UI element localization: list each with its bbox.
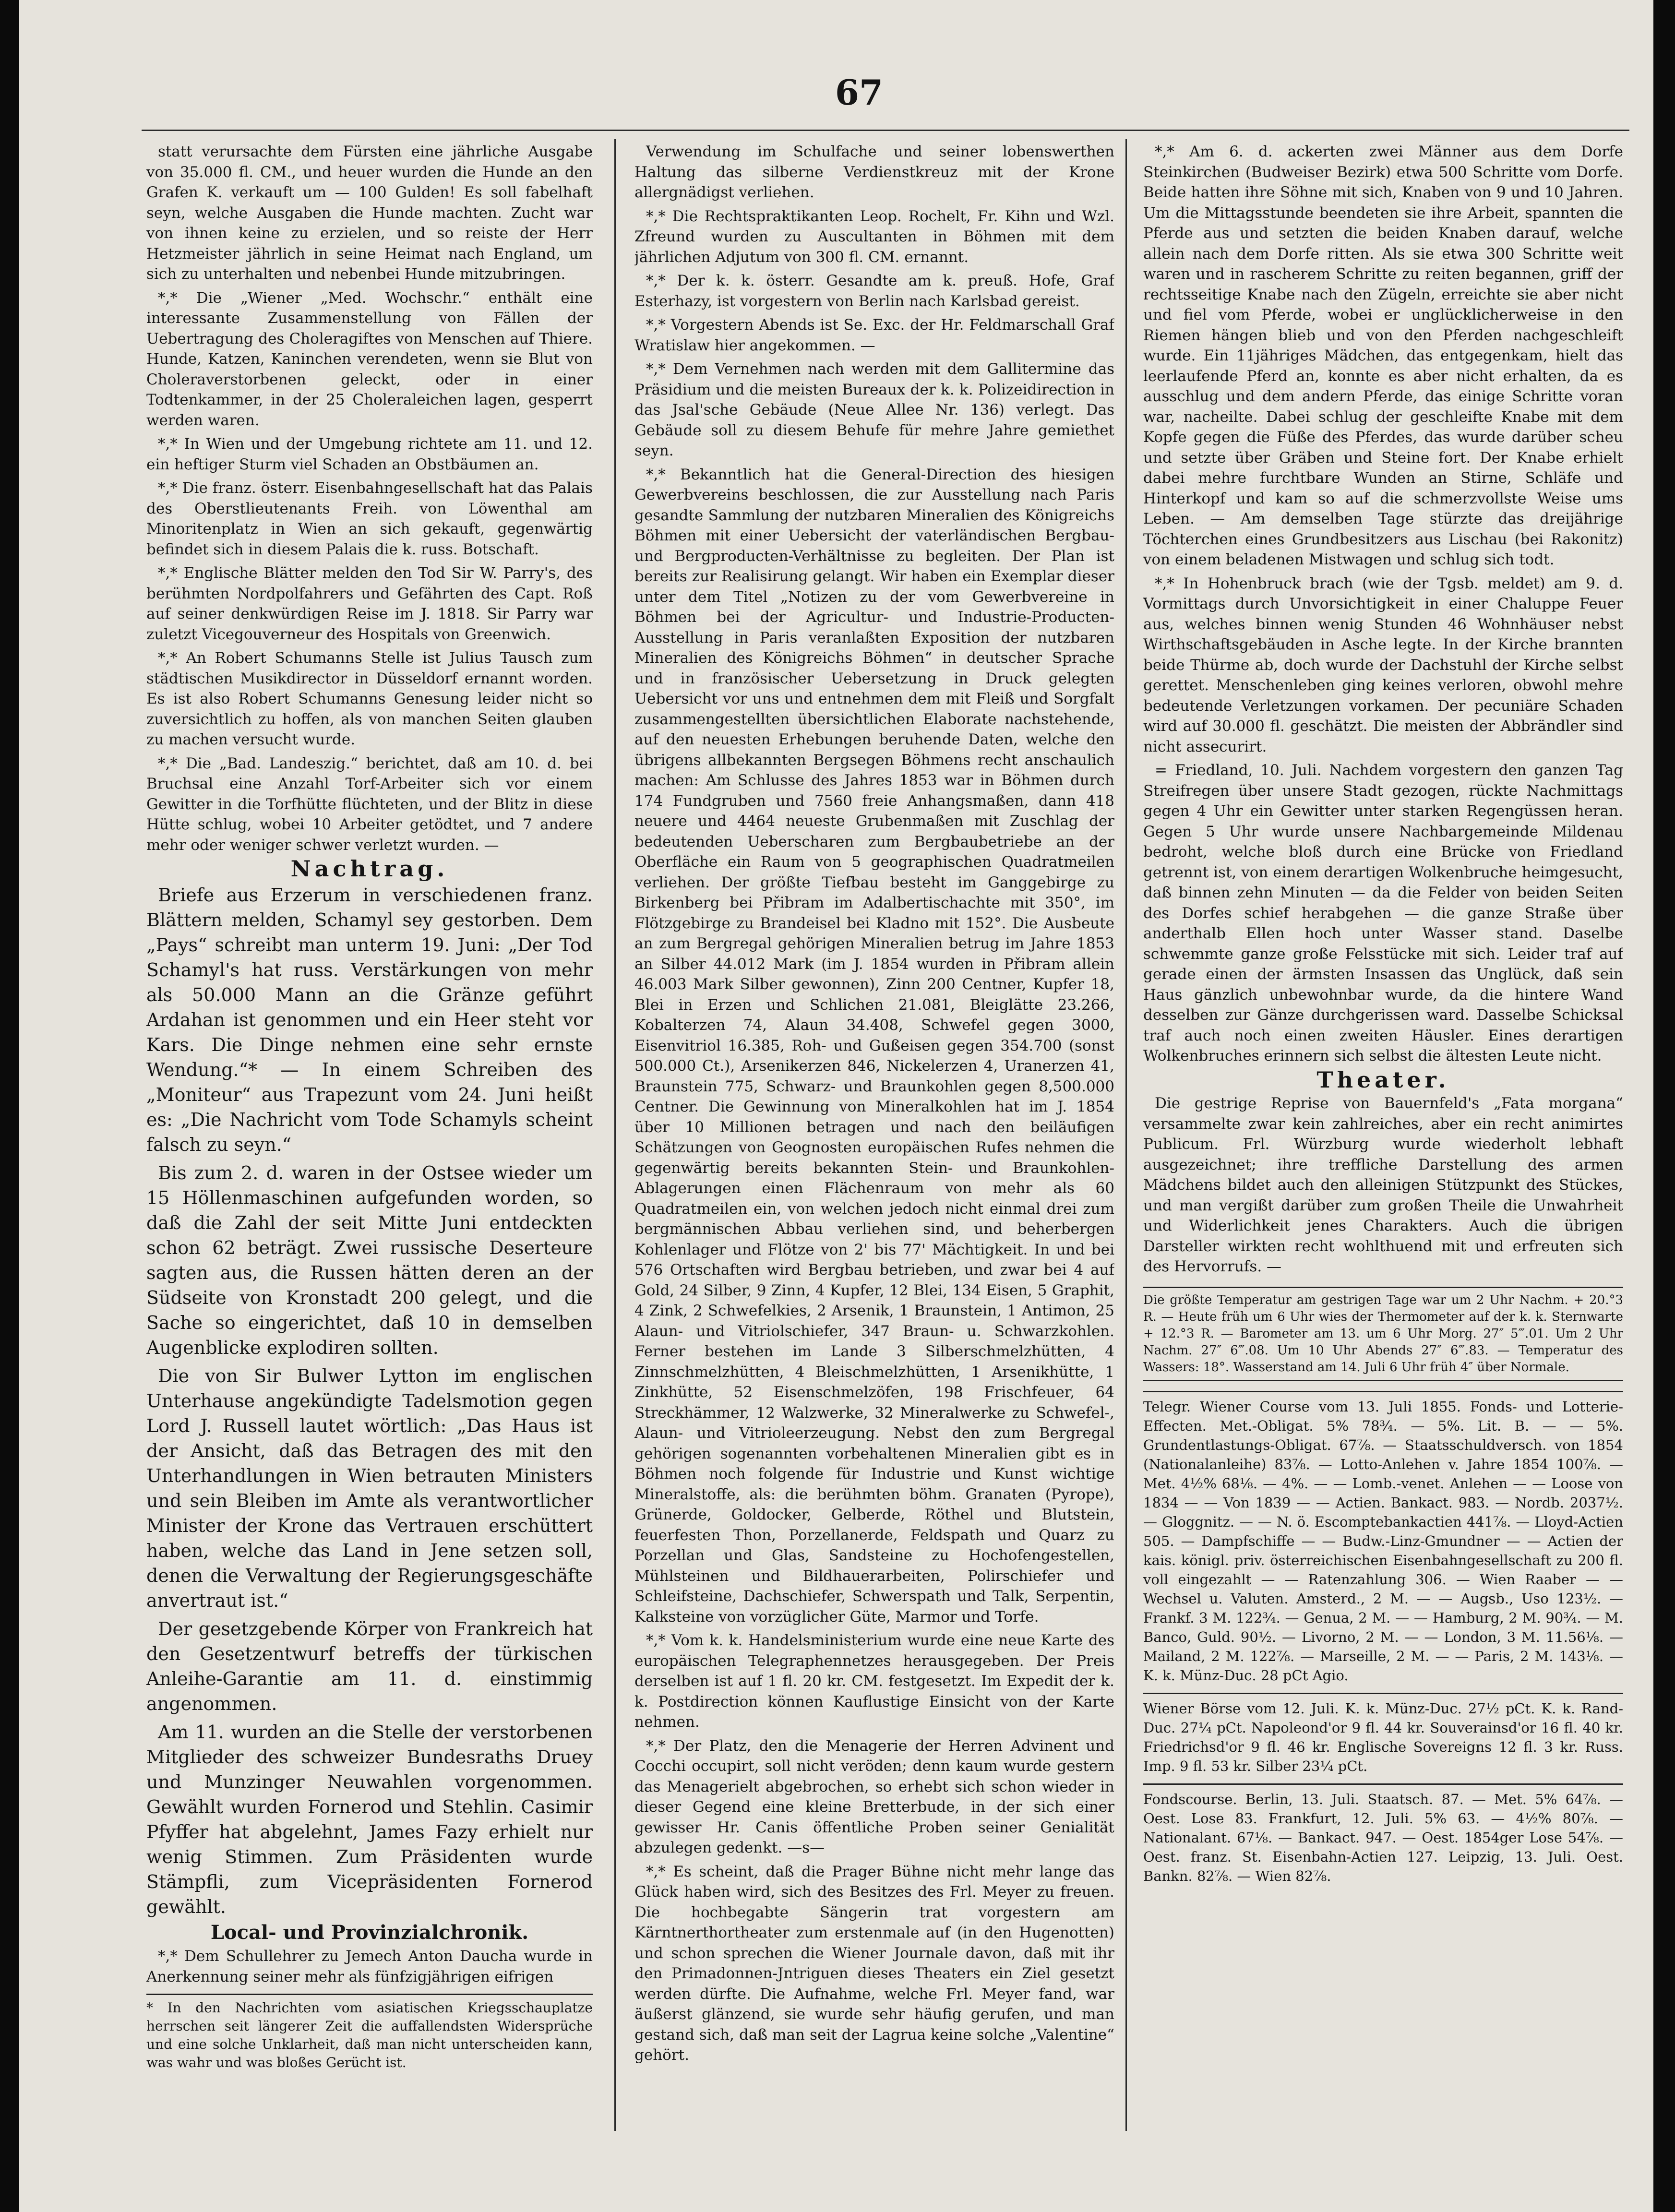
header-rule bbox=[142, 130, 1629, 131]
article: *,* Englische Blätter melden den Tod Sir W. Parry's, des berühmten Nordpolfahrers und Gefährten des Capt. Roß auf seiner denkwürdigen Reise im J. 1818. Sir Parry war zuletzt Vicegouverneur des Hospitals von Greenwich. bbox=[146, 564, 593, 643]
column-1 bbox=[146, 142, 593, 2157]
column-2 bbox=[634, 142, 1114, 2157]
nachtrag-section bbox=[146, 883, 593, 1919]
article: *,* Die „Wiener „Med. Wochschr.“ enthält eine interessante Zusammenstellung von Fällen der Uebertragung des Choleragiftes von Menschen auf Thiere. Hunde, Katzen, Kaninchen verendeten, wenn sie Blut von Choleraverstorbenen geleckt, oder in einer Todtenkammer, in der 25 Choleraleichen lagen, gesperrt werden waren. bbox=[146, 289, 593, 429]
course-listing: Telegr. Wiener Course vom 13. Juli 1855. Fonds- und Lotterie-Effecten. Met.-Obligat. 5% 78¾. — 5%. Lit. B. — — 5%. Grundentlastungs-Obligat. 67⅞. — Staatsschuldversch. von 1854 (Nationalanleihe) 83⅞. — Lotto-Anlehen v. Jahre 1854 100⅞. — Met. 4½% 68⅛. — 4%. — — Lomb.-venet. Anlehen — — Loose von 1834 — — Von 1839 — — Actien. Bankact. 983. — Nordb. 2037½. — Gloggnitz. — — N. ö. Escomptebankactien 441⅞. — Lloyd-Actien 505. — Dampfschiffe — — Budw.-Linz-Gmundner — — Actien der kais. königl. priv. österreichischen Eisenbahngesellschaft zu 200 fl. voll eingezahlt — — Ratenzahlung 306. — Wien Raaber — — Wechsel u. Valuten. Amsterd., 2 M. — — Augsb., Uso 123½. — Frankf. 3 M. 122¾. — Genua, 2 M. — — Hamburg, 2 M. 90¾. — M. Banco, Guld. 90½. — Livorno, 2 M. — — London, 3 M. 11.56⅛. — Mailand, 2 M. 122⅞. — Marseille, 2 M. — — Paris, 2 M. 143⅛. — K. k. Münz-Duc. 28 pCt Agio. bbox=[1143, 1398, 1623, 1684]
article: *,* Vorgestern Abends ist Se. Exc. der Hr. Feldmarschall Graf Wratislaw hier angekommen. — bbox=[634, 316, 1114, 354]
article: *,* In Wien und der Umgebung richtete am 11. und 12. ein heftiger Sturm viel Schaden an Obstbäumen an. bbox=[146, 435, 593, 473]
course-listing: Wiener Börse vom 12. Juli. K. k. Münz-Duc. 27½ pCt. K. k. Rand-Duc. 27¼ pCt. Napoleond'or 9 fl. 44 kr. Souverainsd'or 16 fl. 40 kr. Friedrichsd'or 9 fl. 46 kr. Englische Sovereigns 12 fl. 3 kr. Russ. Imp. 9 fl. 53 kr. Silber 23¼ pCt. bbox=[1143, 1700, 1623, 1774]
column-rule-2 bbox=[1125, 139, 1127, 2131]
article: Am 11. wurden an die Stelle der verstorbenen Mitglieder des schweizer Bundesraths Druey und Munzinger Neuwahlen vorgenommen. Gewählt wurden Fornerod und Stehlin. Casimir Pfyffer hat abgelehnt, James Fazy erhielt nur wenig Stimmen. Zum Präsidenten wurde Stämpfli, zum Vicepräsidenten Fornerod gewählt. bbox=[146, 1721, 593, 1917]
article: *,* Die Rechtspraktikanten Leop. Rochelt, Fr. Kihn und Wzl. Zfreund wurden zu Auscultanten in Böhmen mit dem jährlichen Adjutum von 300 fl. CM. ernannt. bbox=[634, 207, 1114, 266]
article: Der gesetzgebende Körper von Frankreich hat den Gesetzentwurf betreffs der türkischen Anleihe-Garantie am 11. d. einstimmig angenommen. bbox=[146, 1618, 593, 1714]
course-listing: Fondscourse. Berlin, 13. Juli. Staatsch. 87. — Met. 5% 64⅞. — Oest. Lose 83. Frankfurt, 12. Juli. 5% 63. — 4½% 80⅞. — Nationalant. 67⅛. — Bankact. 947. — Oest. 1854ger Lose 54⅞. — Oest. franz. St. Eisenbahn-Actien 127. Leipzig, 13. Juli. Oest. Bankn. 82⅞. — Wien 82⅞. bbox=[1143, 1791, 1623, 1884]
section-heading-theater: Theater. bbox=[1316, 1066, 1450, 1093]
section-heading-local: Local- und Provinzialchronik. bbox=[210, 1921, 529, 1944]
weather-report: Die größte Temperatur am gestrigen Tage war um 2 Uhr Nachm. + 20.°3 R. — Heute früh um 6 Uhr wies der Thermometer auf der k. k. Sternwarte + 12.°3 R. — Barometer am 13. um 6 Uhr Morg. 27″ 5‴.01. Um 2 Uhr Nachm. 27″ 6‴.08. Um 10 Uhr Abends 27″ 6‴.83. — Temperatur des Wassers: 18°. Wasserstand am 14. Juli 6 Uhr früh 4″ über Normale. bbox=[1143, 1287, 1623, 1381]
article: *,* Dem Vernehmen nach werden mit dem Gallitermine das Präsidium und die meisten Bureaux der k. k. Polizeidirection in das Jsal'sche Gebäude (Neue Allee Nr. 136) verlegt. Das Gebäude soll zu diesem Behufe für mehre Jahre gemiethet seyn. bbox=[634, 360, 1114, 459]
article: *,* Am 6. d. ackerten zwei Männer aus dem Dorfe Steinkirchen (Budweiser Bezirk) etwa 500 Schritte vom Dorfe. Beide hatten ihre Söhne mit sich, Knaben von 9 und 10 Jahren. Um die Mittagsstunde beendeten sie ihre Arbeit, spannten die Pferde aus und setzten die beiden Knaben darauf, welche allein nach dem Dorfe ritten. Als sie etwa 300 Schritte weit waren und in rascherem Schritte zu reiten begannen, griff der rechtsseitige Knabe nach den Zügeln, erreichte sie aber nicht und fiel vom Pferde, wobei er unglücklicherweise in den Riemen hängen blieb und von den Pferden nachgeschleift wurde. Ein 11jähriges Mädchen, das entgegenkam, hielt das leerlaufende Pferd an, konnte es aber nicht erhalten, da es ausschlug und dem andern Pferde, das einige Schritte voran war, nacheilte. Dabei schlug der geschleifte Knabe mit dem Kopfe gegen die Füße des Pferdes, das wurde darüber scheu und setzte über Gräben und Steine fort. Der Knabe erhielt dabei mehre furchtbare Wunden an Stirne, Schläfe und Hinterkopf und kam so auf die schmerzvollste Weise ums Leben. — Am demselben Tage stürzte das dreijährige Töchterchen eines Grundbesitzers aus Lischau (bei Rakonitz) von einem beladenen Mistwagen und schlug sich todt. bbox=[1143, 143, 1623, 568]
article: Briefe aus Erzerum in verschiedenen franz. Blättern melden, Schamyl sey gestorben. Dem „Pays“ schreibt man unterm 19. Juni: „Der Tod Schamyl's hat russ. Verstärkungen von mehr als 50.000 Mann an die Gränze geführt Ardahan ist genommen und ein Heer steht vor Kars. Die Dinge nehmen eine sehr ernste Wendung.“* — In einem Schreiben des „Moniteur“ aus Trapezunt vom 24. Juni heißt es: „Die Nachricht vom Tode Schamyls scheint falsch zu seyn.“ bbox=[146, 884, 593, 1155]
article: Die gestrige Reprise von Bauernfeld's „Fata morgana“ versammelte zwar kein zahlreiches, aber ein recht animirtes Publicum. Frl. Würzburg wurde wiederholt lebhaft ausgezeichnet; ihre treffliche Darstellung des armen Mädchens bildet auch den alleinigen Stützpunkt des Stückes, und man vergißt darüber zum großen Theile die Unwahrheit und Widerlichkeit jenes Charakters. Auch die übrigen Darsteller wirkten recht wohlthuend mit und erfreuten sich des Hervorrufs. — bbox=[1143, 1095, 1623, 1275]
article: *,* Die „Bad. Landeszig.“ berichtet, daß am 10. d. bei Bruchsal eine Anzahl Torf-Arbeiter sich vor einem Gewitter in die Torfhütte flüchteten, und der Blitz in diese Hütte schlug, wobei 10 Arbeiter getödtet, und 7 andere mehr oder weniger schwer verletzt wurden. — bbox=[146, 754, 593, 854]
exchange-courses bbox=[1143, 1391, 1623, 1685]
article: *,* Der Platz, den die Menagerie der Herren Advinent und Cocchi occupirt, soll nicht veröden; denn kaum wurde gestern das Menagerielt abgebrochen, so erhebt sich schon wieder in dieser Gegend eine kleine Bretterbude, in der sich einer gewisser Hr. Canis öffentliche Proben seiner Genialität abzulegen gedenkt. —s— bbox=[634, 1737, 1114, 1856]
footnote: * In den Nachrichten vom asiatischen Kriegsschauplatze herrschen seit längerer Zeit die auffallendsten Widersprüche und eine solche Unklarheit, daß man nicht unterscheiden kann, was wahr und was bloßes Gerücht ist. bbox=[146, 1994, 593, 2072]
article: Verwendung im Schulfache und seiner lobenswerthen Haltung das silberne Verdienstkreuz mit der Krone allergnädigst verliehen. bbox=[634, 143, 1114, 201]
article: Bis zum 2. d. waren in der Ostsee wieder um 15 Höllenmaschinen aufgefunden worden, so daß die Zahl der seit Mitte Juni entdeckten schon 62 beträgt. Zwei russische Deserteure sagten aus, die Russen hätten deren an der Südseite von Kronstadt 200 gelegt, und die Sache so eingerichtet, daß 10 in demselben Augenblicke explodiren sollten. bbox=[146, 1162, 593, 1358]
article: *,* An Robert Schumanns Stelle ist Julius Tausch zum städtischen Musikdirector in Düsseldorf ernannt worden. Es ist also Robert Schumanns Genesung leider nicht so zuversichtlich zu hoffen, als von manchen Seiten glauben zu machen versucht wurde. bbox=[146, 649, 593, 748]
article: statt verursachte dem Fürsten eine jährliche Ausgabe von 35.000 fl. CM., und heuer wurden die Hunde an den Grafen K. verkauft um — 100 Gulden! Es soll fabelhaft seyn, welche Ausgaben die Hunde machten. Zucht war von ihnen keine zu erzielen, und so reiste der Herr Hetzmeister jährlich in seine Heimat nach England, um sich zu unterhalten und nebenbei Hunde mitzubringen. bbox=[146, 143, 593, 283]
article: *,* Der k. k. österr. Gesandte am k. preuß. Hofe, Graf Esterhazy, ist vorgestern von Berlin nach Karlsbad gereist. bbox=[634, 272, 1114, 310]
article: Die von Sir Bulwer Lytton im englischen Unterhause angekündigte Tadelsmotion gegen Lord J. Russell lautet wörtlich: „Das Haus ist der Ansicht, daß das Betragen des mit den Unterhandlungen in Wien betrauten Ministers und sein Bleiben im Amte als verantwortlicher Minister der Krone das Vertrauen erschüttert haben, welche das Land in Jene setzen soll, denen die Verwaltung der Regierungsgeschäfte anvertraut ist.“ bbox=[146, 1365, 593, 1611]
article: *,* Die franz. österr. Eisenbahngesellschaft hat das Palais des Oberstlieutenants Freih. von Löwenthal am Minoritenplatz in Wien an sich gekauft, gegenwärtig befindet sich in diesem Palais die k. russ. Botschaft. bbox=[146, 479, 593, 558]
article: *,* Dem Schullehrer zu Jemech Anton Daucha wurde in Anerkennung seiner mehr als fünfzigjährigen eifrigen bbox=[146, 1948, 593, 1985]
article: *,* Vom k. k. Handelsministerium wurde eine neue Karte des europäischen Telegraphennetzes herausgegeben. Der Preis derselben ist auf 1 fl. 20 kr. CM. festgesetzt. Im Expedit der k. k. Postdirection können Kauflustige Einsicht von der Karte nehmen. bbox=[634, 1632, 1114, 1731]
article: *,* In Hohenbruck brach (wie der Tgsb. meldet) am 9. d. Vormittags durch Unvorsichtigkeit in einer Chaluppe Feuer aus, welches binnen wenig Stunden 46 Wohnhäuser nebst Wirthschaftsgebäuden in Asche legte. In der Kirche brannten beide Thürme ab, doch wurde der Dachstuhl der Kirche selbst gerettet. Menschenleben ging keines verloren, obwohl mehre bedeutende Verletzungen vorkamen. Der pecuniäre Schaden wird auf 30.000 fl. geschätzt. Die meisten der Abbrändler sind nicht assecurirt. bbox=[1143, 574, 1623, 755]
article: = Friedland, 10. Juli. Nachdem vorgestern den ganzen Tag Streifregen über unsere Stadt gezogen, rückte Nachmittags gegen 4 Uhr ein Gewitter unter starken Regengüssen heran. Gegen 5 Uhr wurde unsere Nachbargemeinde Mildenau bedroht, welche bloß durch eine Brücke von Friedland getrennt ist, von einem derartigen Wolkenbruche heimgesucht, daß binnen zehn Minuten — da die Felder von beiden Seiten des Dorfes schief herabgehen — die ganze Straße über anderthalb Ellen hoch unter Wasser stand. Daselbe schwemmte ganze große Felsstücke mit sich. Leider traf auf gerade einen der ärmsten Insassen das Unglück, daß sein Haus gänzlich unbewohnbar wurde, da die hintere Wand desselben zur Gänze durchgerissen ward. Dasselbe Schicksal traf auch noch einen zweiten Häusler. Eines derartigen Wolkenbruches erinnern sich selbst die ältesten Leute nicht. bbox=[1143, 762, 1623, 1064]
newspaper-page bbox=[19, 0, 1653, 2212]
exchange-courses bbox=[1143, 1783, 1623, 1886]
article: *,* Bekanntlich hat die General-Direction des hiesigen Gewerbvereins beschlossen, die zur Ausstellung nach Paris gesandte Sammlung der nutzbaren Mineralien des Königreichs Böhmen mit einer Uebersicht der vaterländischen Bergbau- und Bergproducten-Verhältnisse zu begleiten. Der Plan ist bereits zur Realisirung gelangt. Wir haben ein Exemplar dieser unter dem Titel „Notizen zu der vom Gewerbvereine in Böhmen bei der Agricultur- und Industrie-Producten-Ausstellung in Paris veranlaßten Exposition der nutzbaren Mineralien des Königreichs Böhmen“ in deutscher Sprache und in französischer Uebersetzung in Druck gelegten Uebersicht vor uns und entnehmen dem mit Fleiß und Sorgfalt zusammengestellten übersichtlichen Elaborate nachstehende, auf den neuesten Erhebungen beruhende Daten, welche den übrigens allbekannten Bergsegen Böhmens recht anschaulich machen: Am Schlusse des Jahres 1853 war in Böhmen durch 174 Fundgruben und 7560 freie Anhangsmaßen, dann 418 neuere und 4464 neueste Grubenmaßen mit Zuschlag der bedeutenden Ueberscharen zum Bergbaubetriebe an der Oberfläche ein Raum von 5 geographischen Quadratmeilen verliehen. Der größte Tiefbau besteht im Ganggebirge zu Birkenberg bei Přibram im Adalbertischachte mit 350°, im Flötzgebirge zu Brandeisel bei Kladno mit 152°. Die Ausbeute an zum Bergregal gehörigen Mineralien betrug im Jahre 1853 an Silber 44.012 Mark (im J. 1854 wurden in Přibram allein 46.003 Mark Silber gewonnen), Zinn 200 Centner, Kupfer 18, Blei in Erzen und Schlichen 21.081, Bleiglätte 23.266, Kobalterzen 74, Alaun 34.408, Schwefel gegen 3000, Eisenvitriol 16.385, Roh- und Gußeisen gegen 354.700 (sonst 500.000 Ct.), Arsenikerzen 846, Nickelerzen 4, Uranerzen 41, Braunstein 775, Schwarz- und Braunkohlen gegen 8,500.000 Centner. Die Gewinnung von Mineralkohlen hat im J. 1854 über 10 Millionen betragen und nach den beiläufigen Schätzungen von Geognosten europäischen Rufes nehmen die gegenwärtig bereits bekannten Stein- und Braunkohlen-Ablagerungen einen Flächenraum von mehr als 60 Quadratmeilen ein, von welchen jedoch nicht einmal drei zum bergmännischen Abbau verliehen sind, und beherbergen Kohlenlager und Flötze von 2' bis 77' Mächtigkeit. In und bei 576 Ortschaften wird Bergbau betrieben, und zwar bei 4 auf Gold, 24 Silber, 9 Zinn, 4 Kupfer, 12 Blei, 134 Eisen, 5 Graphit, 4 Zink, 2 Schwefelkies, 2 Arsenik, 1 Braunstein, 1 Antimon, 25 Alaun- und Vitriolschiefer, 347 Braun- u. Schwarzkohlen. Ferner bestehen im Lande 3 Silberschmelzhütten, 4 Zinnschmelzhütten, 4 Bleischmelzhütten, 1 Arsenikhütte, 1 Zinkhütte, 52 Eisenschmelzöfen, 198 Frischfeuer, 64 Streckhämmer, 12 Walzwerke, 32 Mineralwerke zu Schwefel-, Alaun- und Vitrioleerzeugung. Nebst den zum Bergregal gehörigen sogenannten vorbehaltenen Mineralien gibt es in Böhmen noch folgende für Industrie und Kunst wichtige Mineralstoffe, als: die berühmten böhm. Granaten (Pyrope), Grünerde, Goldocker, Gelberde, Röthel und Blutstein, feuerfesten Thon, Porzellanerde, Feldspath und Quarz zu Porzellan und Glas, Sandsteine zu Hochofengestellen, Mühlsteinen und Bildhauerarbeiten, Polirschiefer und Schleifsteine, Dachschiefer, Schwerspath und Talk, Serpentin, Kalksteine von vorzüglicher Güte, Marmor und Torfe. bbox=[634, 466, 1114, 1626]
page-number: 67 bbox=[835, 72, 884, 113]
column-rule-1 bbox=[614, 139, 616, 2131]
column-3 bbox=[1143, 142, 1623, 2157]
section-heading-nachtrag: Nachtrag. bbox=[290, 856, 449, 882]
exchange-courses bbox=[1143, 1693, 1623, 1776]
article: *,* Es scheint, daß die Prager Bühne nicht mehr lange das Glück haben wird, sich des Besitzes des Frl. Meyer zu freuen. Die hochbegabte Sängerin trat vorgestern am Kärntnerthortheater zum erstenmale auf (in den Hugenotten) und schon sprechen die Wiener Journale davon, daß mit ihr den Primadonnen-Jntriguen dieses Theaters ein Ziel gesetzt werden dürfte. Die Aufnahme, welche Frl. Meyer fand, war äußerst glänzend, sie wurde sehr häufig gerufen, und man gestand sich, daß man seit der Lagrua keine solche „Valentine“ gehört. bbox=[634, 1863, 1114, 2064]
